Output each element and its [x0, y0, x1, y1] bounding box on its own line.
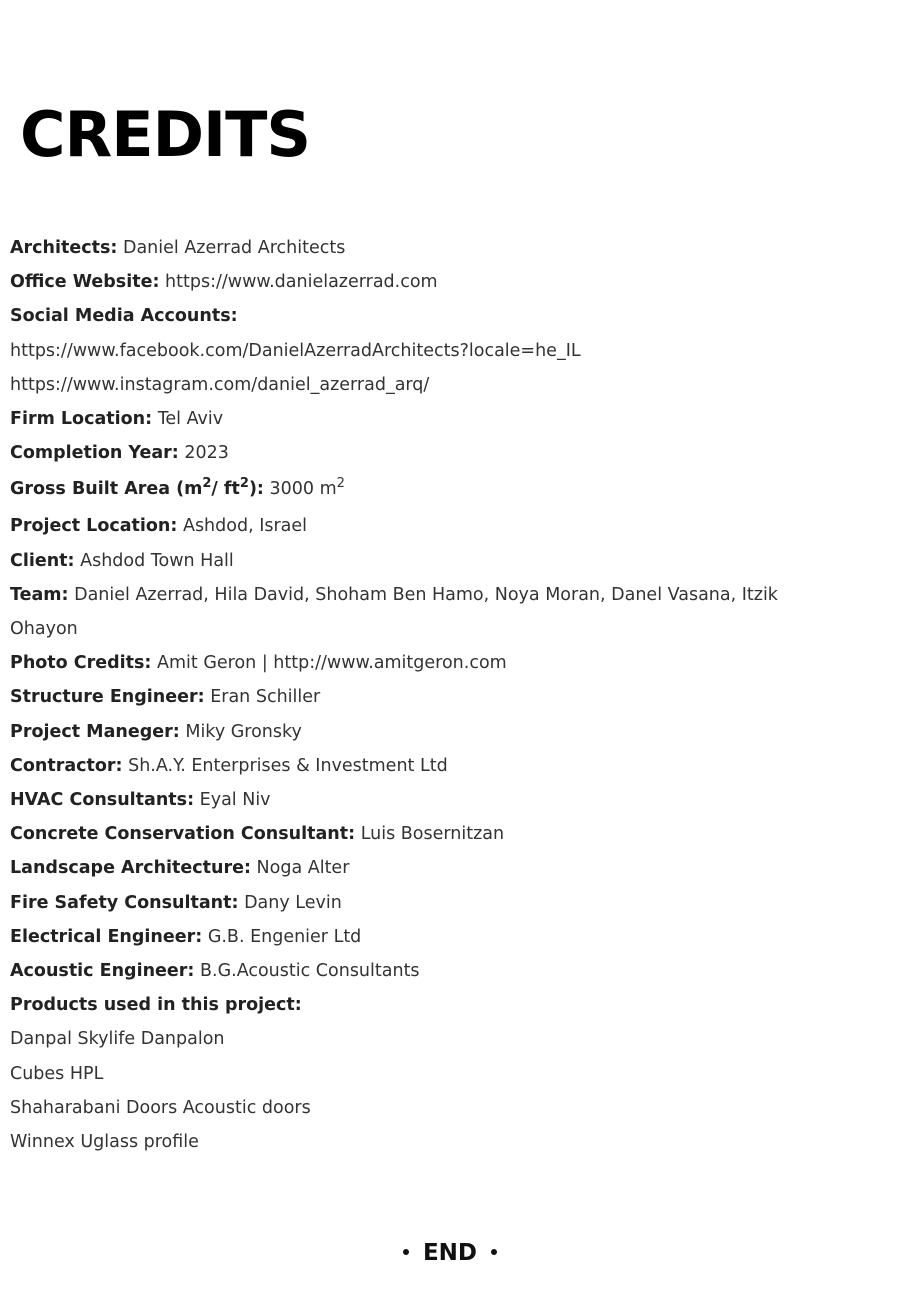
- product-name: Cubes HPL: [10, 1063, 104, 1084]
- credit-project-manager: [10, 715, 870, 749]
- credit-value: G.B. Engenier Ltd: [207, 926, 362, 947]
- credit-gross-area: [10, 470, 870, 509]
- credit-value: Ashdod Town Hall: [80, 550, 234, 571]
- credit-label: Landscape Architecture:: [10, 858, 251, 879]
- credit-label: Team:: [10, 584, 69, 605]
- product-name: Shaharabani Doors Acoustic doors: [10, 1097, 311, 1118]
- credit-value: Luis Bosernitzan: [360, 824, 505, 845]
- credit-photo-credits: [10, 646, 870, 680]
- product-item: [10, 1057, 870, 1091]
- product-item: [10, 1022, 870, 1056]
- credit-value: Dany Levin: [244, 892, 342, 913]
- credit-label: Firm Location:: [10, 409, 153, 430]
- instagram-link[interactable]: https://www.instagram.com/daniel_azerrad_arq/: [10, 374, 430, 395]
- credit-hvac: [10, 783, 870, 817]
- credit-value: 3000 $m^2$: [269, 476, 345, 500]
- credit-value: Ashdod, Israel: [182, 516, 308, 537]
- credit-structure-engineer: [10, 680, 870, 714]
- credit-label: Gross Built Area ($m^2/$ $ft^2$):: [10, 476, 264, 500]
- credit-value: Tel Aviv: [157, 409, 224, 430]
- credit-social-media: [10, 299, 870, 333]
- credits-list: [10, 231, 870, 1159]
- credit-value: Noga Alter: [256, 858, 350, 879]
- credit-label: Office Website:: [10, 272, 160, 293]
- facebook-link[interactable]: https://www.facebook.com/DanielAzerradArchitects?locale=he_IL: [10, 340, 581, 361]
- credit-label: Social Media Accounts:: [10, 306, 238, 327]
- credit-completion-year: [10, 436, 870, 470]
- product-name: Danpal Skylife Danpalon: [10, 1029, 225, 1050]
- credit-label: HVAC Consultants:: [10, 790, 195, 811]
- credit-label: Project Maneger:: [10, 721, 180, 742]
- credit-label: Fire Safety Consultant:: [10, 892, 239, 913]
- social-link-instagram[interactable]: [10, 368, 870, 402]
- credit-architects: [10, 231, 870, 265]
- credit-project-location: [10, 509, 870, 543]
- credit-acoustic: [10, 954, 870, 988]
- end-label: END: [422, 1240, 478, 1266]
- product-item: [10, 1125, 870, 1159]
- credit-label: Electrical Engineer:: [10, 926, 203, 947]
- credit-concrete-conservation: [10, 817, 870, 851]
- credit-label: Structure Engineer:: [10, 687, 205, 708]
- credit-value: Eran Schiller: [210, 687, 321, 708]
- credit-value: Eyal Niv: [199, 790, 271, 811]
- credit-label: Photo Credits:: [10, 653, 152, 674]
- credit-label: Acoustic Engineer:: [10, 961, 195, 982]
- credit-label: Completion Year:: [10, 443, 179, 464]
- credit-value: Daniel Azerrad Architects: [122, 238, 346, 258]
- credit-value: Sh.A.Y. Enterprises & Investment Ltd: [128, 755, 448, 776]
- credit-electrical: [10, 920, 870, 954]
- product-name: Winnex Uglass profile: [10, 1132, 199, 1153]
- credit-landscape: [10, 851, 870, 885]
- page-title: CREDITS: [20, 98, 311, 171]
- credit-label: Contractor:: [10, 755, 123, 776]
- credit-label: Architects:: [10, 238, 118, 258]
- credit-products: [10, 988, 870, 1022]
- bullet-dot-icon: [491, 1249, 497, 1255]
- bullet-dot-icon: [403, 1249, 409, 1255]
- credit-value: Amit Geron | http://www.amitgeron.com: [157, 653, 507, 674]
- credit-value: Daniel Azerrad, Hila David, Shoham Ben Hamo, Noya Moran, Danel Vasana, Itzik Ohayon: [10, 584, 778, 640]
- credit-client: [10, 544, 870, 578]
- credit-team: [10, 578, 850, 646]
- office-website-link[interactable]: https://www.danielazerrad.com: [165, 272, 438, 293]
- credit-contractor: [10, 749, 870, 783]
- credit-label: Project Location:: [10, 516, 178, 537]
- product-item: [10, 1091, 870, 1125]
- credit-firm-location: [10, 402, 870, 436]
- credit-office-website: [10, 265, 870, 299]
- credit-fire-safety: [10, 886, 870, 920]
- credit-value: Miky Gronsky: [185, 721, 302, 742]
- credit-label: Products used in this project:: [10, 995, 302, 1016]
- credit-value: B.G.Acoustic Consultants: [200, 961, 420, 982]
- credit-value: 2023: [184, 443, 229, 464]
- credit-label: Concrete Conservation Consultant:: [10, 824, 356, 845]
- social-link-facebook[interactable]: [10, 334, 870, 368]
- end-marker: [0, 1240, 900, 1266]
- credit-label: Client:: [10, 550, 75, 571]
